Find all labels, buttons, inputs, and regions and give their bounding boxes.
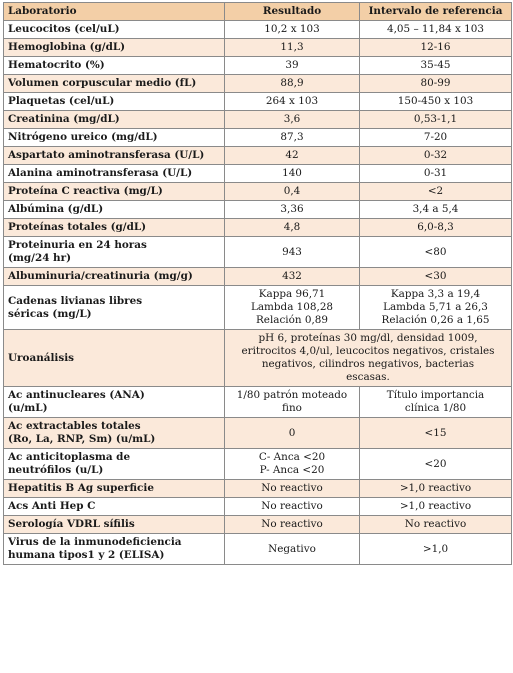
reference-range-cell xyxy=(360,286,512,330)
cell-line: (Ro, La, RNP, Sm) (u/mL) xyxy=(8,433,156,445)
reference-range-cell xyxy=(360,39,512,57)
cell-line: No reactivo xyxy=(261,518,323,530)
table-row xyxy=(4,480,512,498)
result-cell xyxy=(225,480,360,498)
cell-line: P- Anca <20 xyxy=(259,464,325,476)
cell-line: 3,36 xyxy=(280,203,304,215)
table-row xyxy=(4,75,512,93)
result-cell xyxy=(225,268,360,286)
cell-line: 3,6 xyxy=(283,113,301,125)
result-cell xyxy=(225,21,360,39)
test-name-cell xyxy=(4,165,225,183)
cell-line: Ac extractables totales xyxy=(8,420,141,432)
test-name-cell xyxy=(4,330,225,387)
cell-line: Ac anticitoplasma de xyxy=(8,451,131,463)
cell-line: 0-32 xyxy=(423,149,448,161)
header-resultado: Resultado xyxy=(225,3,360,21)
table-row xyxy=(4,237,512,268)
header-laboratorio: Laboratorio xyxy=(4,3,225,21)
table-row xyxy=(4,286,512,330)
merged-result-cell xyxy=(225,330,512,387)
test-name-cell xyxy=(4,21,225,39)
test-name-cell xyxy=(4,449,225,480)
cell-line: C- Anca <20 xyxy=(258,451,326,463)
reference-range-cell xyxy=(360,219,512,237)
cell-line: humana tipos1 y 2 (ELISA) xyxy=(8,549,165,561)
table-row xyxy=(4,93,512,111)
test-name-cell xyxy=(4,480,225,498)
cell-line: escasas. xyxy=(346,371,390,383)
cell-line: No reactivo xyxy=(404,518,467,530)
cell-line: Serología VDRL sífilis xyxy=(8,518,135,530)
cell-line: negativos, cilindros negativos, bacterias xyxy=(261,358,475,370)
table-row xyxy=(4,129,512,147)
cell-line: Leucocitos (cel/uL) xyxy=(8,23,120,35)
cell-line: 11,3 xyxy=(280,41,304,53)
cell-line: Creatinina (mg/dL) xyxy=(8,113,120,125)
header-intervalo: Intervalo de referencia xyxy=(360,3,512,21)
test-name-cell xyxy=(4,534,225,565)
cell-line: Hematocrito (%) xyxy=(8,59,105,71)
cell-line: 0-31 xyxy=(423,167,448,179)
cell-line: >1,0 reactivo xyxy=(399,482,472,494)
reference-range-cell xyxy=(360,387,512,418)
test-name-cell xyxy=(4,183,225,201)
cell-line: 4,05 – 11,84 x 103 xyxy=(387,23,484,35)
reference-range-cell xyxy=(360,75,512,93)
table-row xyxy=(4,418,512,449)
cell-line: 0,4 xyxy=(283,185,301,197)
cell-line: Plaquetas (cel/uL) xyxy=(8,95,115,107)
result-cell xyxy=(225,237,360,268)
cell-line: Lambda 108,28 xyxy=(250,301,334,313)
test-name-cell xyxy=(4,111,225,129)
reference-range-cell xyxy=(360,449,512,480)
result-cell xyxy=(225,147,360,165)
result-cell xyxy=(225,219,360,237)
cell-line: 3,4 a 5,4 xyxy=(412,203,459,215)
result-cell xyxy=(225,93,360,111)
reference-range-cell xyxy=(360,183,512,201)
result-cell xyxy=(225,57,360,75)
reference-range-cell xyxy=(360,57,512,75)
test-name-cell xyxy=(4,237,225,268)
cell-line: Aspartato aminotransferasa (U/L) xyxy=(8,149,205,161)
reference-range-cell xyxy=(360,418,512,449)
test-name-cell xyxy=(4,219,225,237)
test-name-cell xyxy=(4,129,225,147)
table-row xyxy=(4,516,512,534)
test-name-cell xyxy=(4,39,225,57)
table-row xyxy=(4,219,512,237)
cell-line: 12-16 xyxy=(420,41,451,53)
test-name-cell xyxy=(4,387,225,418)
cell-line: Alanina aminotransferasa (U/L) xyxy=(8,167,193,179)
reference-range-cell xyxy=(360,480,512,498)
cell-line: Virus de la inmunodeficiencia xyxy=(8,536,182,548)
cell-line: Kappa 3,3 a 19,4 xyxy=(390,288,481,300)
cell-line: 150-450 x 103 xyxy=(397,95,474,107)
cell-line: <30 xyxy=(424,270,447,282)
cell-line: neutrófilos (u/L) xyxy=(8,464,104,476)
reference-range-cell xyxy=(360,21,512,39)
cell-line: 80-99 xyxy=(420,77,451,89)
cell-line: Ac antinucleares (ANA) xyxy=(8,389,145,401)
lab-results-table xyxy=(3,2,512,565)
result-cell xyxy=(225,75,360,93)
cell-line: (u/mL) xyxy=(8,402,48,414)
test-name-cell xyxy=(4,75,225,93)
cell-line: fino xyxy=(282,402,302,414)
table-row xyxy=(4,21,512,39)
reference-range-cell xyxy=(360,237,512,268)
result-cell xyxy=(225,418,360,449)
cell-line: 87,3 xyxy=(280,131,304,143)
result-cell xyxy=(225,387,360,418)
table-body xyxy=(4,21,512,565)
result-cell xyxy=(225,286,360,330)
result-cell xyxy=(225,111,360,129)
test-name-cell xyxy=(4,57,225,75)
cell-line: <80 xyxy=(424,245,447,258)
reference-range-cell xyxy=(360,147,512,165)
test-name-cell xyxy=(4,201,225,219)
result-cell xyxy=(225,165,360,183)
table-row xyxy=(4,449,512,480)
cell-line: 42 xyxy=(285,149,299,161)
cell-line: Acs Anti Hep C xyxy=(8,500,96,512)
reference-range-cell xyxy=(360,201,512,219)
cell-line: 4,8 xyxy=(283,221,301,233)
table-row xyxy=(4,165,512,183)
reference-range-cell xyxy=(360,93,512,111)
cell-line: Hepatitis B Ag superficie xyxy=(8,482,154,494)
test-name-cell xyxy=(4,93,225,111)
table-row xyxy=(4,39,512,57)
cell-line: <2 xyxy=(427,185,444,197)
cell-line: No reactivo xyxy=(261,500,323,512)
reference-range-cell xyxy=(360,165,512,183)
table-row xyxy=(4,387,512,418)
cell-line: 943 xyxy=(282,245,302,258)
cell-line: Proteinuria en 24 horas xyxy=(8,239,147,251)
cell-line: Volumen corpuscular medio (fL) xyxy=(8,77,197,89)
cell-line: 432 xyxy=(282,270,302,282)
cell-line: Relación 0,26 a 1,65 xyxy=(381,314,490,326)
cell-line: 10,2 x 103 xyxy=(264,23,320,35)
reference-range-cell xyxy=(360,498,512,516)
cell-line: Cadenas livianas libres xyxy=(8,294,143,307)
reference-range-cell xyxy=(360,268,512,286)
cell-line: Kappa 96,71 xyxy=(258,288,326,300)
cell-line: Nitrógeno ureico (mg/dL) xyxy=(8,131,158,143)
table-row xyxy=(4,57,512,75)
cell-line: 88,9 xyxy=(280,77,304,89)
cell-line: 264 x 103 xyxy=(265,95,319,107)
table-row xyxy=(4,183,512,201)
test-name-cell xyxy=(4,286,225,330)
result-cell xyxy=(225,516,360,534)
result-cell xyxy=(225,449,360,480)
cell-line: <15 xyxy=(424,426,447,439)
test-name-cell xyxy=(4,147,225,165)
cell-line: Hemoglobina (g/dL) xyxy=(8,41,126,53)
test-name-cell xyxy=(4,516,225,534)
cell-line: No reactivo xyxy=(261,482,323,494)
cell-line: Uroanálisis xyxy=(8,351,75,364)
cell-line: Albúmina (g/dL) xyxy=(8,203,104,215)
cell-line: 0,53-1,1 xyxy=(413,113,458,125)
header-row xyxy=(4,3,512,21)
cell-line: Negativo xyxy=(268,542,316,555)
reference-range-cell xyxy=(360,111,512,129)
cell-line: >1,0 xyxy=(422,542,449,555)
cell-line: 140 xyxy=(282,167,302,179)
cell-line: Relación 0,89 xyxy=(255,314,329,326)
table-row xyxy=(4,201,512,219)
cell-line: 0 xyxy=(288,426,296,439)
test-name-cell xyxy=(4,498,225,516)
reference-range-cell xyxy=(360,516,512,534)
cell-line: <20 xyxy=(424,457,447,470)
table-row xyxy=(4,111,512,129)
cell-line: pH 6, proteínas 30 mg/dl, densidad 1009, xyxy=(258,332,478,344)
test-name-cell xyxy=(4,418,225,449)
cell-line: Proteína C reactiva (mg/L) xyxy=(8,185,163,197)
result-cell xyxy=(225,39,360,57)
result-cell xyxy=(225,498,360,516)
cell-line: Lambda 5,71 a 26,3 xyxy=(383,301,488,313)
reference-range-cell xyxy=(360,534,512,565)
result-cell xyxy=(225,534,360,565)
cell-line: Proteínas totales (g/dL) xyxy=(8,221,147,233)
cell-line: clínica 1/80 xyxy=(404,402,467,414)
cell-line: Albuminuria/creatinuria (mg/g) xyxy=(8,270,193,282)
test-name-cell xyxy=(4,268,225,286)
cell-line: 35-45 xyxy=(420,59,451,71)
table-row xyxy=(4,330,512,387)
result-cell xyxy=(225,201,360,219)
cell-line: 6,0-8,3 xyxy=(417,221,454,233)
cell-line: >1,0 reactivo xyxy=(399,500,472,512)
cell-line: 1/80 patrón moteado xyxy=(236,389,348,401)
cell-line: séricas (mg/L) xyxy=(8,307,92,320)
result-cell xyxy=(225,183,360,201)
cell-line: Título importancia xyxy=(386,389,485,401)
cell-line: 7-20 xyxy=(423,131,448,143)
cell-line: 39 xyxy=(285,59,299,71)
table-row xyxy=(4,498,512,516)
cell-line: eritrocitos 4,0/ul, leucocitos negativos, cristales xyxy=(241,345,495,357)
reference-range-cell xyxy=(360,129,512,147)
result-cell xyxy=(225,129,360,147)
table-row xyxy=(4,534,512,565)
table-row xyxy=(4,147,512,165)
cell-line: (mg/24 hr) xyxy=(8,252,71,264)
table-row xyxy=(4,268,512,286)
